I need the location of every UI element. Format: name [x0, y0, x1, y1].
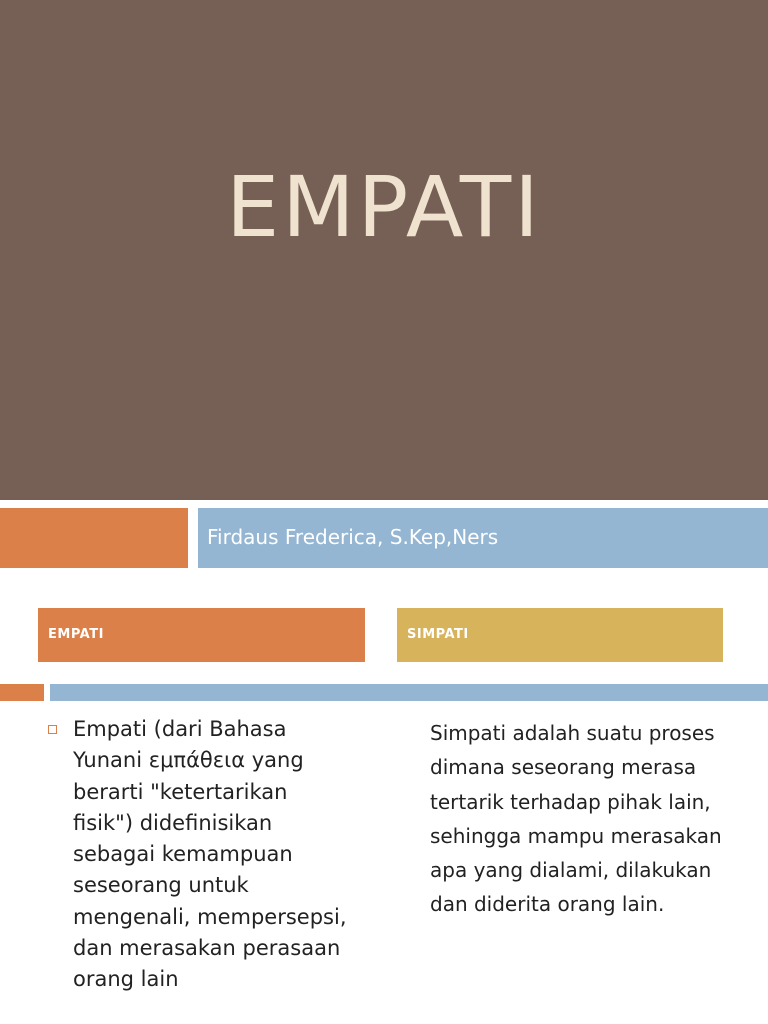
empati-header	[38, 608, 365, 662]
simpati-header-label: SIMPATI	[407, 627, 469, 642]
simpati-definition: Simpati adalah suatu proses dimana seseorang merasa tertarik terhadap pihak lain, sehingga mampu merasakan apa yang dialami, dilakukan dan diderita orang lain.	[430, 721, 722, 917]
slide-subtitle: Firdaus Frederica, S.Kep,Ners	[207, 525, 499, 549]
simpati-header	[397, 608, 723, 662]
square-bullet-icon	[48, 725, 57, 734]
divider-orange	[0, 684, 44, 701]
divider-blue	[50, 684, 768, 701]
empati-header-label: EMPATI	[48, 627, 104, 642]
accent-bar-orange	[0, 508, 188, 568]
empati-column	[48, 714, 348, 996]
slide-title: EMPATI	[226, 158, 542, 256]
empati-definition: Empati (dari Bahasa Yunani εμπάθεια yang berarti "ketertarikan fisik") didefinisikan sebagai kemampuan seseorang untuk mengenali, mempersepsi, dan merasakan perasaan orang lain	[73, 717, 347, 992]
